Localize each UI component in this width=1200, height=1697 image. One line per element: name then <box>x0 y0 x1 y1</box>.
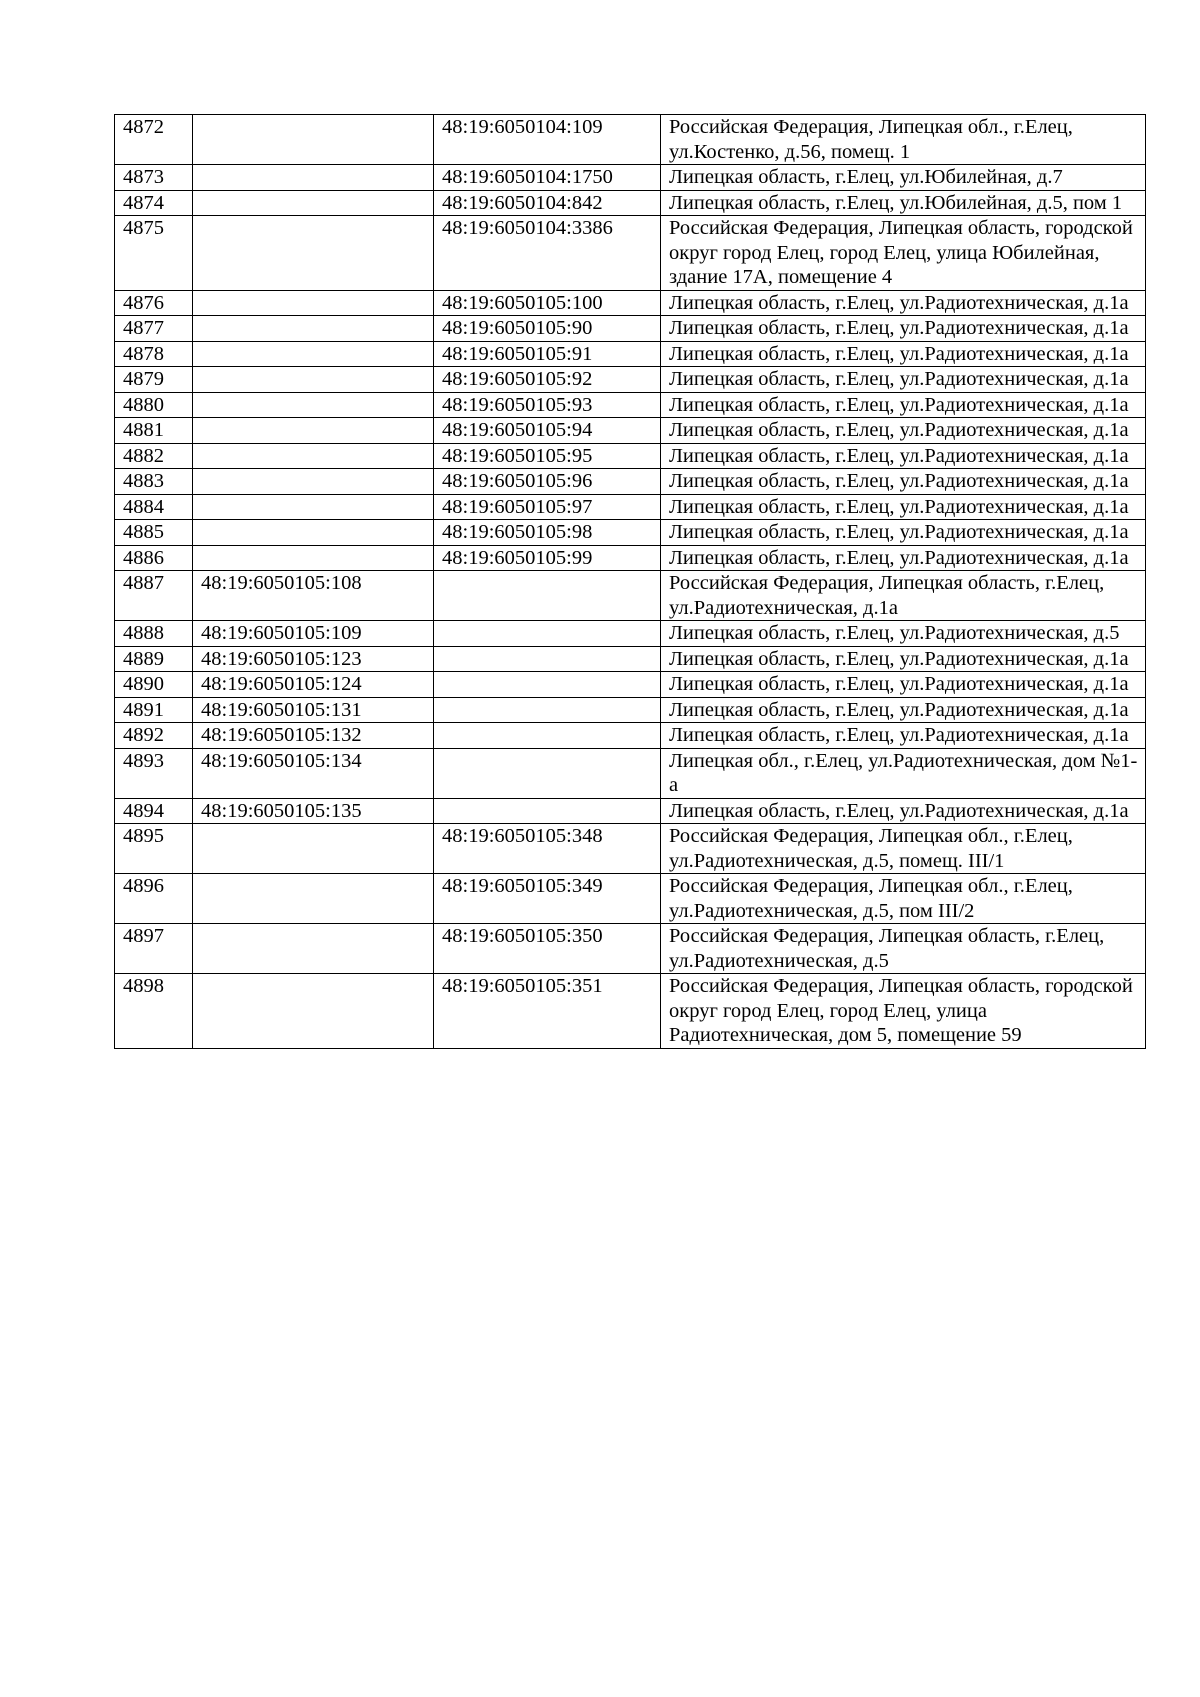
address-cell: Липецкая обл., г.Елец, ул.Радиотехническая, дом №1-а <box>661 748 1146 798</box>
row-number-cell: 4895 <box>115 824 193 874</box>
row-number-cell: 4898 <box>115 974 193 1049</box>
land-cadastral-number-cell: 48:19:6050105:108 <box>193 571 434 621</box>
address-cell: Липецкая область, г.Елец, ул.Радиотехническая, д.1а <box>661 646 1146 672</box>
object-cadastral-number-cell <box>434 571 661 621</box>
land-cadastral-number-cell <box>193 924 434 974</box>
object-cadastral-number-cell: 48:19:6050105:98 <box>434 520 661 546</box>
table-row <box>115 290 1146 316</box>
table-row <box>115 115 1146 165</box>
address-cell: Липецкая область, г.Елец, ул.Радиотехническая, д.1а <box>661 798 1146 824</box>
table-row <box>115 392 1146 418</box>
table-row <box>115 974 1146 1049</box>
table-row <box>115 216 1146 291</box>
address-cell: Липецкая область, г.Елец, ул.Радиотехническая, д.1а <box>661 418 1146 444</box>
address-cell: Липецкая область, г.Елец, ул.Радиотехническая, д.1а <box>661 672 1146 698</box>
table-row <box>115 545 1146 571</box>
row-number-cell: 4896 <box>115 874 193 924</box>
table-row <box>115 924 1146 974</box>
row-number-cell: 4887 <box>115 571 193 621</box>
land-cadastral-number-cell <box>193 520 434 546</box>
address-cell: Липецкая область, г.Елец, ул.Радиотехническая, д.1а <box>661 316 1146 342</box>
table-row <box>115 723 1146 749</box>
object-cadastral-number-cell: 48:19:6050105:96 <box>434 469 661 495</box>
land-cadastral-number-cell <box>193 392 434 418</box>
row-number-cell: 4891 <box>115 697 193 723</box>
row-number-cell: 4890 <box>115 672 193 698</box>
land-cadastral-number-cell <box>193 443 434 469</box>
land-cadastral-number-cell <box>193 545 434 571</box>
address-cell: Липецкая область, г.Елец, ул.Радиотехническая, д.1а <box>661 367 1146 393</box>
object-cadastral-number-cell: 48:19:6050104:3386 <box>434 216 661 291</box>
object-cadastral-number-cell: 48:19:6050105:97 <box>434 494 661 520</box>
row-number-cell: 4894 <box>115 798 193 824</box>
table-row <box>115 443 1146 469</box>
object-cadastral-number-cell <box>434 621 661 647</box>
address-cell: Липецкая область, г.Елец, ул.Радиотехническая, д.5 <box>661 621 1146 647</box>
row-number-cell: 4876 <box>115 290 193 316</box>
row-number-cell: 4886 <box>115 545 193 571</box>
table-row <box>115 621 1146 647</box>
address-cell: Российская Федерация, Липецкая обл., г.Елец, ул.Костенко, д.56, помещ. 1 <box>661 115 1146 165</box>
land-cadastral-number-cell: 48:19:6050105:135 <box>193 798 434 824</box>
land-cadastral-number-cell <box>193 469 434 495</box>
table-row <box>115 748 1146 798</box>
address-cell: Липецкая область, г.Елец, ул.Юбилейная, д.5, пом 1 <box>661 190 1146 216</box>
land-cadastral-number-cell: 48:19:6050105:134 <box>193 748 434 798</box>
row-number-cell: 4875 <box>115 216 193 291</box>
land-cadastral-number-cell: 48:19:6050105:109 <box>193 621 434 647</box>
row-number-cell: 4872 <box>115 115 193 165</box>
table-row <box>115 697 1146 723</box>
table-row <box>115 469 1146 495</box>
address-cell: Липецкая область, г.Елец, ул.Радиотехническая, д.1а <box>661 723 1146 749</box>
land-cadastral-number-cell <box>193 216 434 291</box>
row-number-cell: 4881 <box>115 418 193 444</box>
object-cadastral-number-cell: 48:19:6050105:351 <box>434 974 661 1049</box>
row-number-cell: 4889 <box>115 646 193 672</box>
table-row <box>115 520 1146 546</box>
row-number-cell: 4878 <box>115 341 193 367</box>
row-number-cell: 4888 <box>115 621 193 647</box>
row-number-cell: 4880 <box>115 392 193 418</box>
row-number-cell: 4883 <box>115 469 193 495</box>
land-cadastral-number-cell <box>193 824 434 874</box>
address-cell: Липецкая область, г.Елец, ул.Радиотехническая, д.1а <box>661 469 1146 495</box>
object-cadastral-number-cell: 48:19:6050104:109 <box>434 115 661 165</box>
table-row <box>115 190 1146 216</box>
row-number-cell: 4897 <box>115 924 193 974</box>
object-cadastral-number-cell: 48:19:6050105:92 <box>434 367 661 393</box>
land-cadastral-number-cell: 48:19:6050105:123 <box>193 646 434 672</box>
object-cadastral-number-cell: 48:19:6050104:1750 <box>434 165 661 191</box>
land-cadastral-number-cell <box>193 290 434 316</box>
object-cadastral-number-cell: 48:19:6050105:100 <box>434 290 661 316</box>
address-cell: Российская Федерация, Липецкая обл., г.Елец, ул.Радиотехническая, д.5, пом III/2 <box>661 874 1146 924</box>
object-cadastral-number-cell: 48:19:6050105:93 <box>434 392 661 418</box>
object-cadastral-number-cell <box>434 697 661 723</box>
address-cell: Липецкая область, г.Елец, ул.Радиотехническая, д.1а <box>661 392 1146 418</box>
object-cadastral-number-cell: 48:19:6050105:99 <box>434 545 661 571</box>
object-cadastral-number-cell: 48:19:6050105:94 <box>434 418 661 444</box>
address-cell: Липецкая область, г.Елец, ул.Радиотехническая, д.1а <box>661 545 1146 571</box>
object-cadastral-number-cell: 48:19:6050105:349 <box>434 874 661 924</box>
object-cadastral-number-cell <box>434 798 661 824</box>
address-cell: Липецкая область, г.Елец, ул.Радиотехническая, д.1а <box>661 341 1146 367</box>
table-row <box>115 672 1146 698</box>
address-cell: Липецкая область, г.Елец, ул.Радиотехническая, д.1а <box>661 290 1146 316</box>
address-cell: Липецкая область, г.Елец, ул.Радиотехническая, д.1а <box>661 443 1146 469</box>
table-row <box>115 798 1146 824</box>
row-number-cell: 4893 <box>115 748 193 798</box>
table-row <box>115 418 1146 444</box>
object-cadastral-number-cell: 48:19:6050105:350 <box>434 924 661 974</box>
land-cadastral-number-cell: 48:19:6050105:124 <box>193 672 434 698</box>
table-row <box>115 874 1146 924</box>
table-row <box>115 494 1146 520</box>
address-cell: Липецкая область, г.Елец, ул.Радиотехническая, д.1а <box>661 494 1146 520</box>
land-cadastral-number-cell: 48:19:6050105:131 <box>193 697 434 723</box>
object-cadastral-number-cell: 48:19:6050105:348 <box>434 824 661 874</box>
table-row <box>115 316 1146 342</box>
object-cadastral-number-cell: 48:19:6050105:91 <box>434 341 661 367</box>
table-row <box>115 367 1146 393</box>
row-number-cell: 4874 <box>115 190 193 216</box>
land-cadastral-number-cell: 48:19:6050105:132 <box>193 723 434 749</box>
table-row <box>115 824 1146 874</box>
address-cell: Российская Федерация, Липецкая область, г.Елец, ул.Радиотехническая, д.1а <box>661 571 1146 621</box>
address-cell: Российская Федерация, Липецкая область, городской округ город Елец, город Елец, улица Радиотехническая, дом 5, помещение 59 <box>661 974 1146 1049</box>
land-cadastral-number-cell <box>193 316 434 342</box>
object-cadastral-number-cell <box>434 646 661 672</box>
table-row <box>115 571 1146 621</box>
land-cadastral-number-cell <box>193 494 434 520</box>
object-cadastral-number-cell <box>434 723 661 749</box>
land-cadastral-number-cell <box>193 190 434 216</box>
land-cadastral-number-cell <box>193 418 434 444</box>
row-number-cell: 4873 <box>115 165 193 191</box>
address-cell: Российская Федерация, Липецкая область, г.Елец, ул.Радиотехническая, д.5 <box>661 924 1146 974</box>
registry-table <box>114 114 1146 1049</box>
object-cadastral-number-cell <box>434 748 661 798</box>
land-cadastral-number-cell <box>193 974 434 1049</box>
address-cell: Липецкая область, г.Елец, ул.Радиотехническая, д.1а <box>661 520 1146 546</box>
object-cadastral-number-cell: 48:19:6050105:90 <box>434 316 661 342</box>
table-row <box>115 341 1146 367</box>
land-cadastral-number-cell <box>193 341 434 367</box>
address-cell: Российская Федерация, Липецкая область, городской округ город Елец, город Елец, улица Юбилейная, здание 17А, помещение 4 <box>661 216 1146 291</box>
row-number-cell: 4879 <box>115 367 193 393</box>
address-cell: Липецкая область, г.Елец, ул.Юбилейная, д.7 <box>661 165 1146 191</box>
table-row <box>115 165 1146 191</box>
address-cell: Липецкая область, г.Елец, ул.Радиотехническая, д.1а <box>661 697 1146 723</box>
row-number-cell: 4877 <box>115 316 193 342</box>
object-cadastral-number-cell <box>434 672 661 698</box>
row-number-cell: 4892 <box>115 723 193 749</box>
object-cadastral-number-cell: 48:19:6050105:95 <box>434 443 661 469</box>
land-cadastral-number-cell <box>193 165 434 191</box>
address-cell: Российская Федерация, Липецкая обл., г.Елец, ул.Радиотехническая, д.5, помещ. III/1 <box>661 824 1146 874</box>
object-cadastral-number-cell: 48:19:6050104:842 <box>434 190 661 216</box>
table-row <box>115 646 1146 672</box>
land-cadastral-number-cell <box>193 115 434 165</box>
registry-table-body <box>115 115 1146 1049</box>
row-number-cell: 4882 <box>115 443 193 469</box>
row-number-cell: 4884 <box>115 494 193 520</box>
land-cadastral-number-cell <box>193 874 434 924</box>
land-cadastral-number-cell <box>193 367 434 393</box>
row-number-cell: 4885 <box>115 520 193 546</box>
